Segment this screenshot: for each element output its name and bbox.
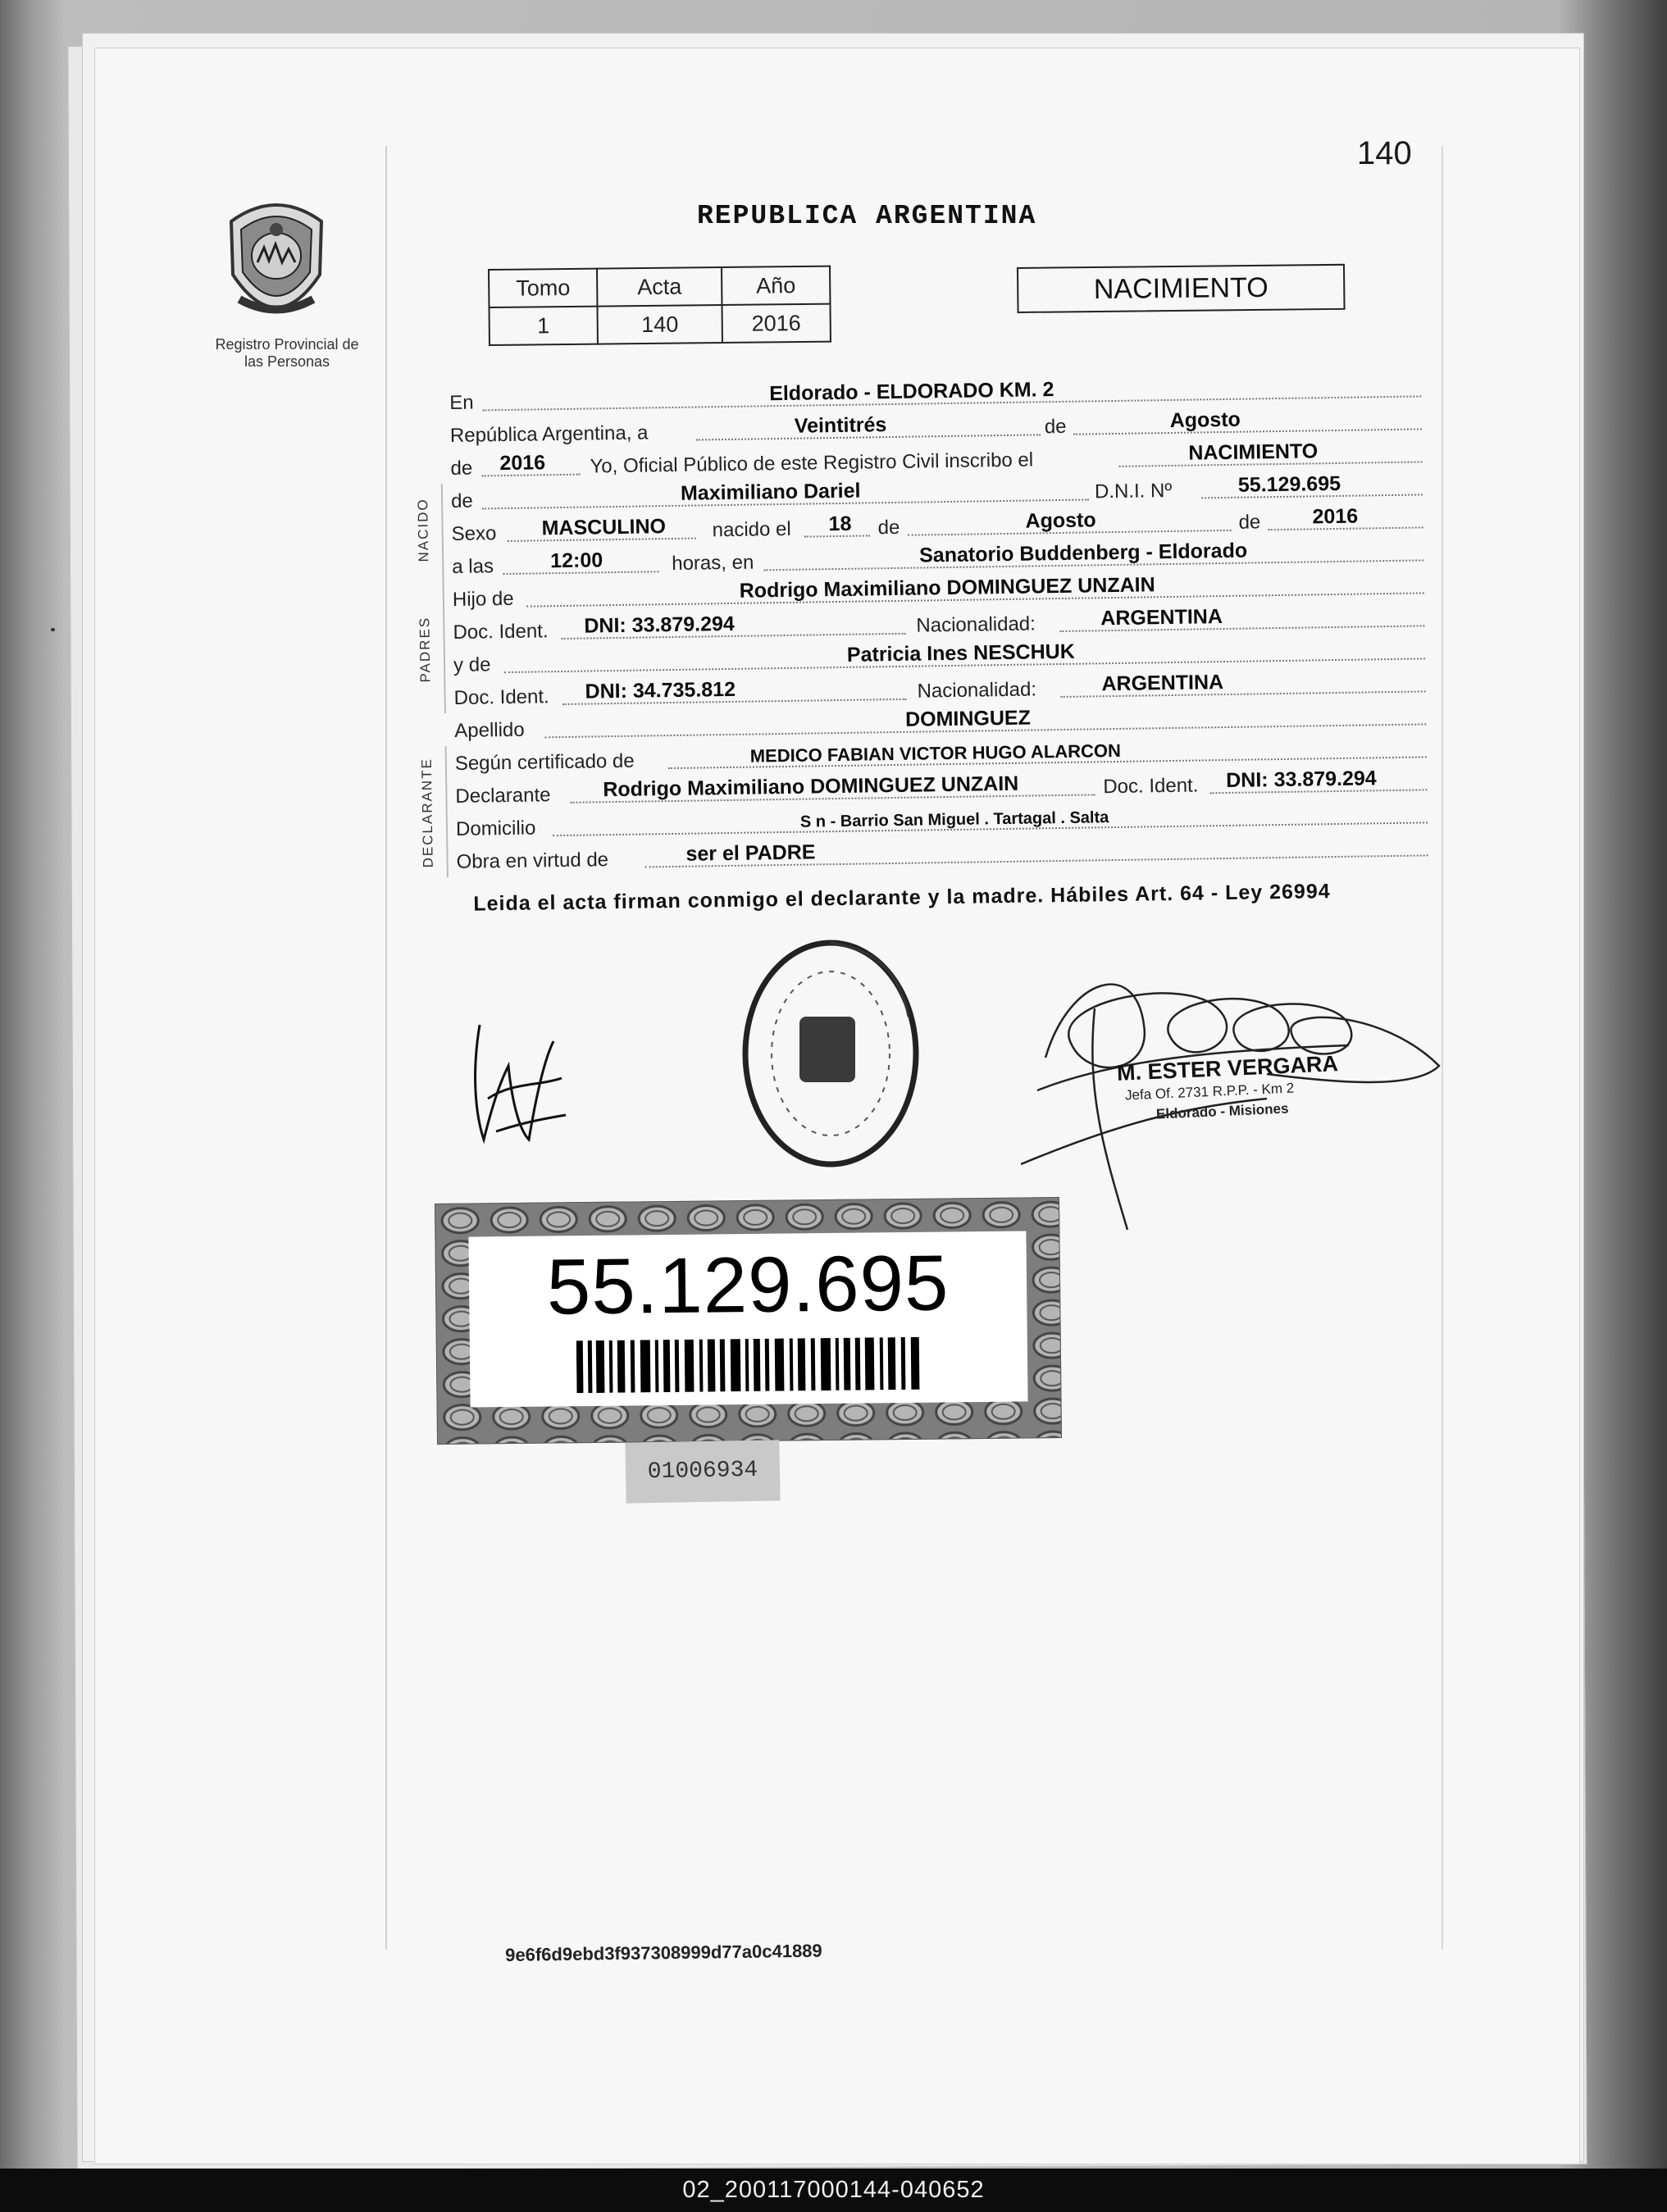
- official-name: M. ESTER VERGARA: [1116, 1051, 1339, 1086]
- registry-table: [488, 266, 831, 346]
- value-madre-nac: ARGENTINA: [1101, 671, 1224, 696]
- value-nombre: Maximiliano Dariel: [680, 479, 861, 505]
- label-apellido: Apellido: [454, 718, 525, 742]
- value-apellido: DOMINGUEZ: [904, 706, 1032, 731]
- label-de-anio-nac: de: [1238, 511, 1261, 534]
- value-domicilio: S n - Barrio San Miguel . Tartagal . Salta: [799, 808, 1109, 831]
- tomo-header: Tomo: [489, 269, 597, 307]
- province-seal-logo: [223, 197, 330, 328]
- value-mes: Agosto: [1169, 407, 1241, 432]
- label-nacionalidad-madre: Nacionalidad:: [917, 678, 1037, 703]
- sticker-label: [468, 1231, 1027, 1407]
- label-segun: Según certificado de: [454, 749, 635, 775]
- value-anio-nac: 2016: [1312, 504, 1359, 529]
- logo-caption: Registro Provincial de las Personas: [215, 336, 359, 370]
- label-y-de: y de: [453, 653, 491, 676]
- label-doc-madre: Doc. Ident.: [453, 685, 549, 709]
- value-dia: Veintitrés: [794, 413, 887, 438]
- label-nacido-el: nacido el: [712, 517, 791, 542]
- value-lugar: Eldorado - ELDORADO KM. 2: [768, 378, 1054, 406]
- act-type-box: NACIMIENTO: [1017, 264, 1346, 313]
- section-label-declarante: DECLARANTE: [418, 758, 436, 868]
- section-label-nacido: NACIDO: [415, 498, 432, 562]
- label-a-las: a las: [452, 555, 494, 578]
- document-hash: 9e6f6d9ebd3f937308999d77a0c41889: [505, 1940, 822, 1965]
- label-sexo: Sexo: [451, 522, 497, 545]
- value-declarante-doc: DNI: 33.879.294: [1226, 767, 1377, 792]
- scan-footer-id: 02_200117000144-040652: [0, 2169, 1667, 2212]
- value-obra: ser el PADRE: [685, 840, 816, 866]
- label-republica: República Argentina, a: [449, 421, 649, 447]
- anio-value: 2016: [722, 304, 830, 343]
- label-domicilio: Domicilio: [455, 817, 536, 840]
- label-declarante: Declarante: [455, 784, 551, 808]
- value-sexo: MASCULINO: [541, 515, 667, 540]
- tomo-value: 1: [489, 307, 597, 345]
- label-en: En: [449, 391, 474, 414]
- value-tipo: NACIMIENTO: [1188, 439, 1319, 465]
- value-mes-nac: Agosto: [1025, 508, 1096, 533]
- label-doc-declarante: Doc. Ident.: [1103, 774, 1199, 799]
- sticker-number: 55.129.695: [546, 1239, 950, 1331]
- official-round-stamp: [732, 918, 929, 1181]
- value-padre-nac: ARGENTINA: [1100, 605, 1223, 630]
- value-dni: 55.129.695: [1237, 471, 1341, 497]
- official-role: Jefa Of. 2731 R.P.P. - Km 2: [1124, 1080, 1295, 1104]
- barcode: [576, 1337, 922, 1393]
- value-declarante: Rodrigo Maximiliano DOMINGUEZ UNZAIN: [603, 771, 1019, 802]
- acta-header: Acta: [597, 267, 722, 307]
- value-padre: Rodrigo Maximiliano DOMINGUEZ UNZAIN: [739, 573, 1155, 603]
- label-de-anio: de: [450, 457, 473, 480]
- birth-certificate-form: [415, 371, 1429, 918]
- value-madre-doc: DNI: 34.735.812: [585, 677, 736, 703]
- document-title: REPUBLICA ARGENTINA: [697, 201, 1037, 231]
- section-label-padres: PADRES: [417, 616, 434, 683]
- label-de-nombre: de: [450, 489, 473, 512]
- anio-header: Año: [722, 266, 830, 305]
- label-de-mes-nac: de: [877, 516, 900, 539]
- declarant-signature: [463, 1008, 570, 1156]
- official-place: Eldorado - Misiones: [1155, 1100, 1289, 1122]
- label-horas-en: horas, en: [672, 551, 754, 575]
- barcode-sticker: [435, 1197, 1062, 1445]
- value-padre-doc: DNI: 33.879.294: [584, 612, 736, 638]
- value-hora: 12:00: [549, 548, 603, 573]
- value-anio: 2016: [499, 451, 546, 476]
- dotted-line: [1073, 428, 1422, 435]
- label-doc-padre: Doc. Ident.: [453, 620, 549, 644]
- label-obra: Obra en virtud de: [456, 849, 609, 873]
- value-certificado: MEDICO FABIAN VICTOR HUGO ALARCON: [749, 740, 1122, 767]
- label-oficial: Yo, Oficial Público de este Registro Civil inscribo el: [590, 448, 1034, 478]
- label-dni: D.N.I. Nº: [1094, 479, 1173, 503]
- value-madre: Patricia Ines NESCHUK: [846, 639, 1075, 667]
- label-de-mes: de: [1044, 415, 1067, 439]
- control-number-stamp: 01006934: [625, 1440, 780, 1503]
- page-number: 140: [1357, 135, 1412, 171]
- acta-value: 140: [597, 305, 722, 344]
- label-hijo-de: Hijo de: [452, 587, 514, 611]
- value-lugar-nac: Sanatorio Buddenberg - Eldorado: [918, 539, 1248, 567]
- closing-text: Leida el acta firman conmigo el declarante y la madre. Hábiles Art. 64 - Ley 26994: [473, 880, 1331, 916]
- value-dia-nac: 18: [828, 512, 852, 536]
- margin-line: [385, 146, 387, 1950]
- speck: [51, 628, 55, 631]
- label-nacionalidad-padre: Nacionalidad:: [916, 612, 1036, 637]
